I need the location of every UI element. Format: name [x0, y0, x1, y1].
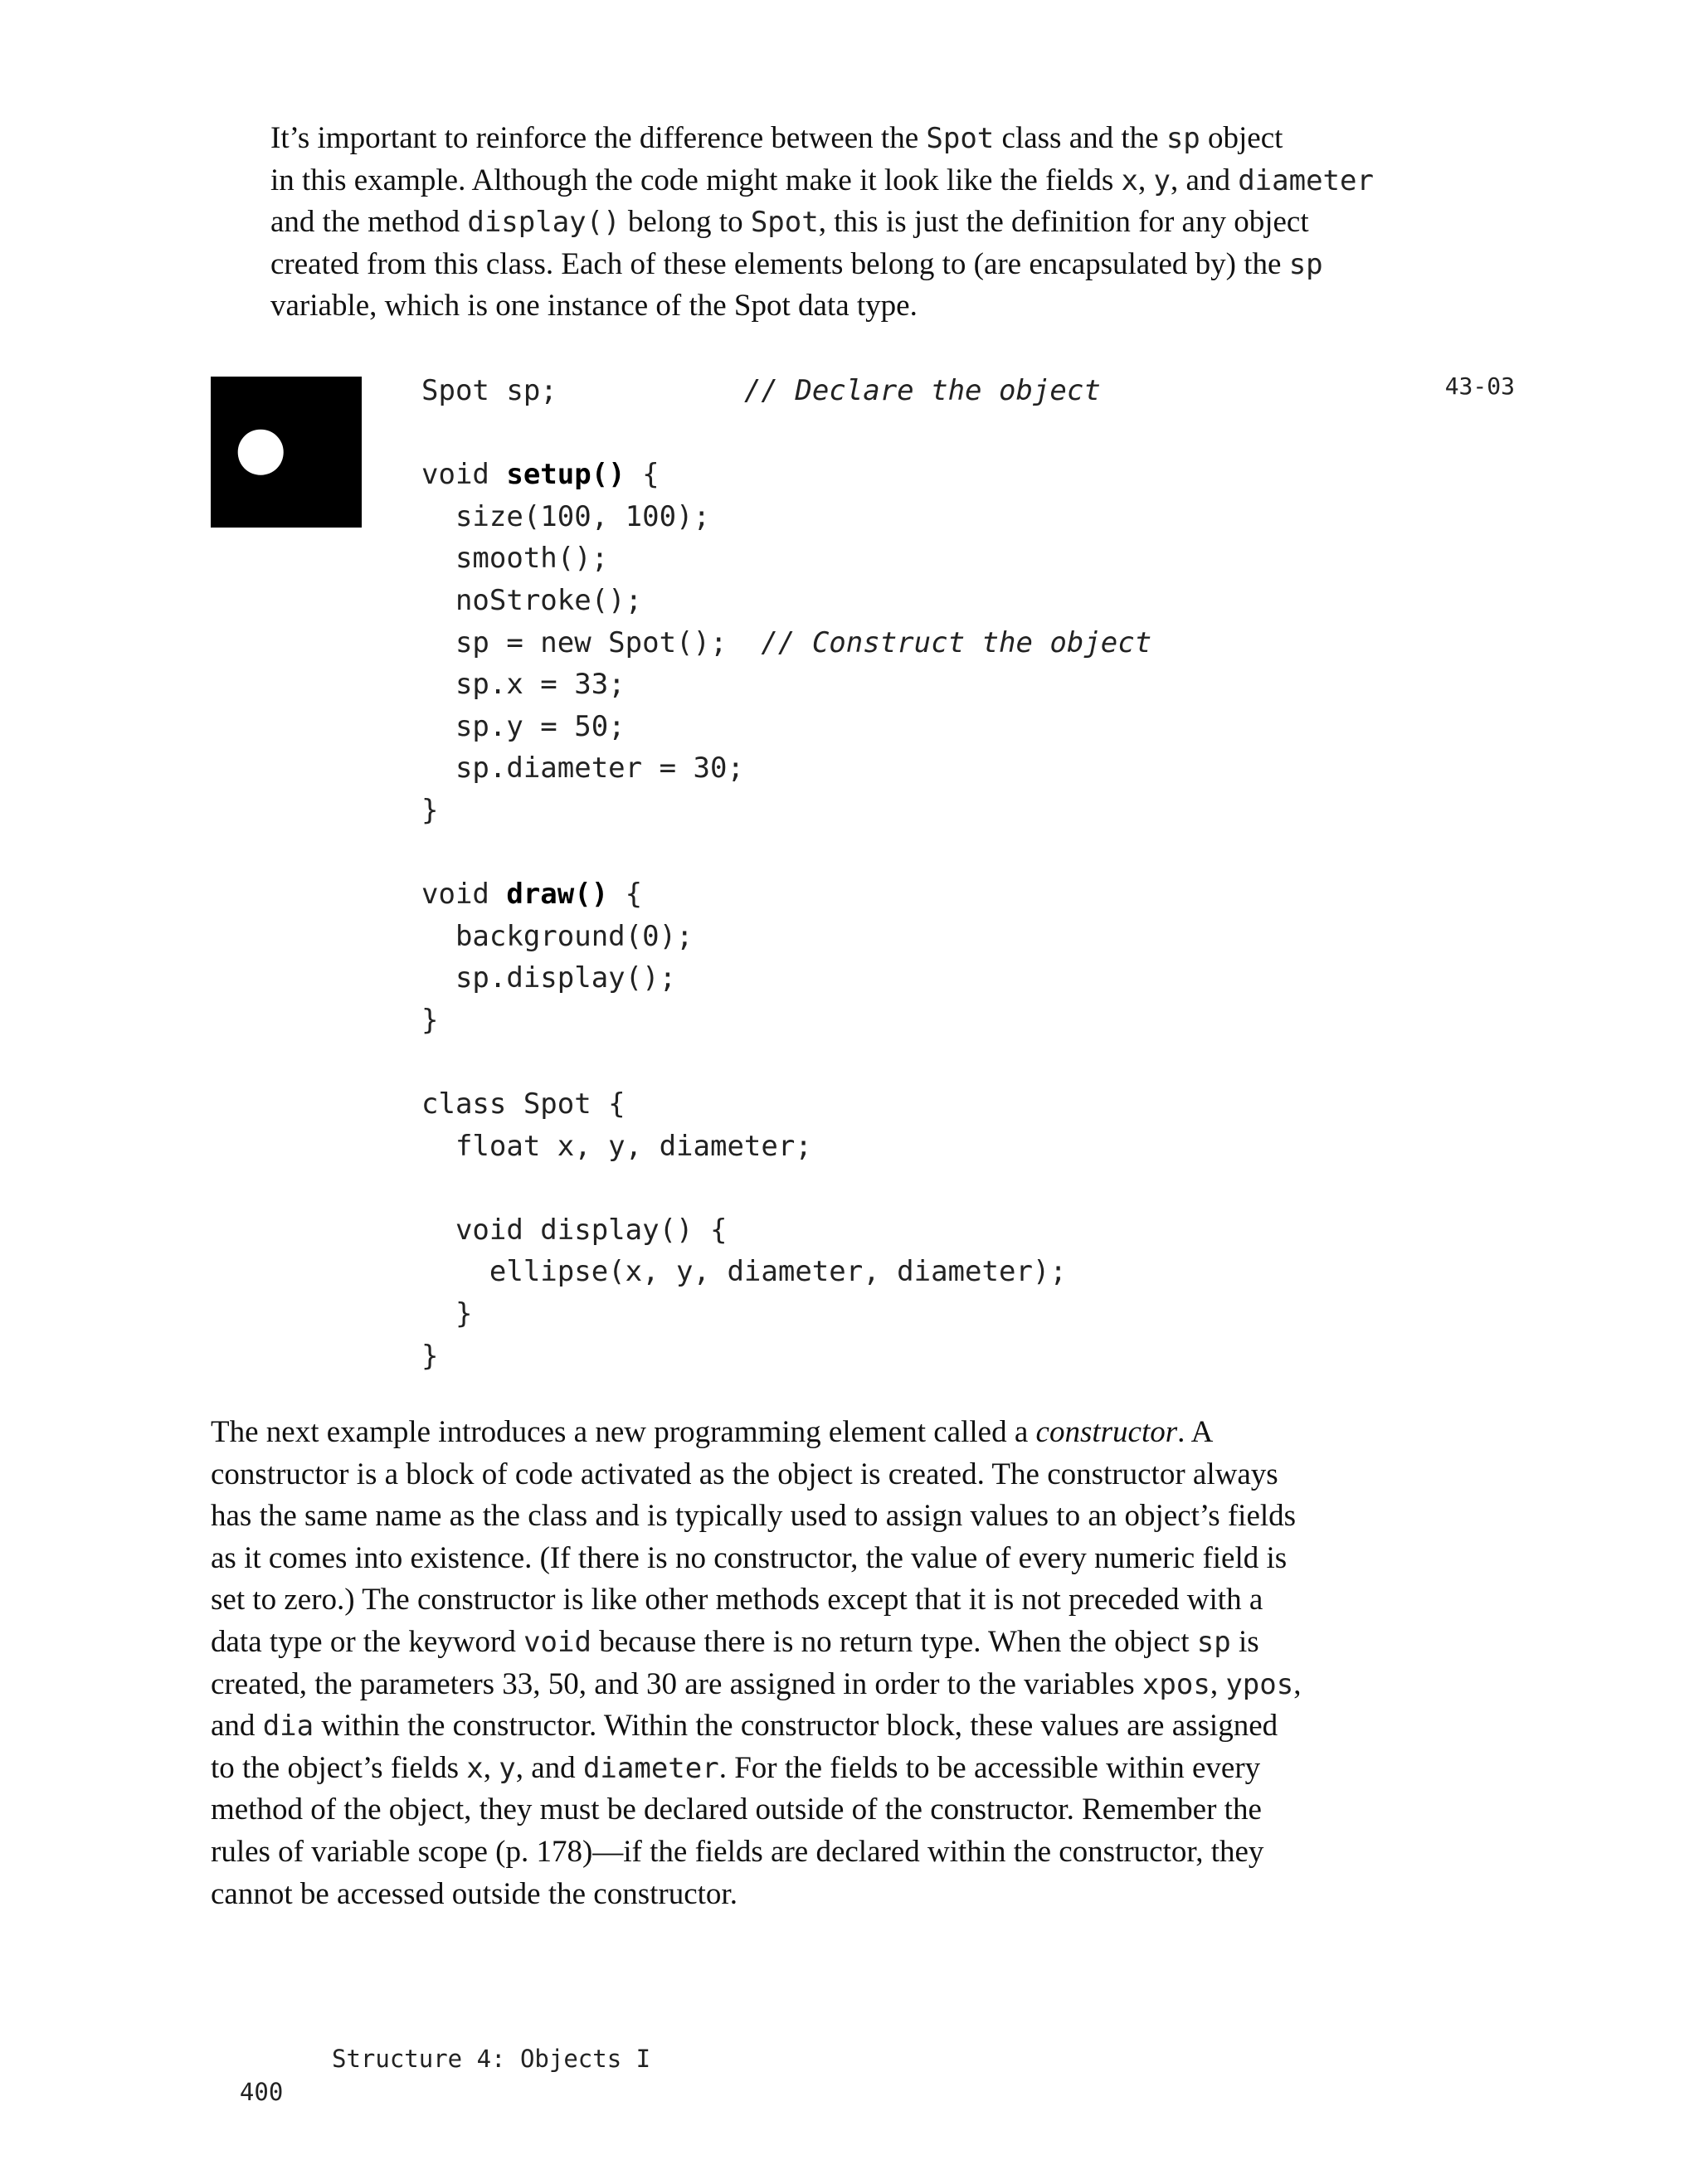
text-line: [211, 160, 1505, 202]
code-text: void: [421, 458, 507, 492]
inline-code: x: [466, 1751, 484, 1785]
code-line: [421, 873, 1151, 916]
inline-code: y: [1153, 163, 1171, 197]
code-line: [421, 1335, 1151, 1378]
white-circle: [238, 430, 284, 475]
inline-code: display(): [467, 206, 621, 240]
paragraph-intro: [211, 118, 1505, 328]
code-line: [421, 1251, 1151, 1293]
code-text: size(100, 100);: [421, 499, 710, 533]
inline-code: xpos: [1142, 1667, 1210, 1701]
code-line: [421, 706, 1151, 748]
text: and: [211, 1709, 263, 1744]
inline-code: x: [1121, 163, 1139, 197]
page-footer: [211, 2042, 651, 2142]
code-text: void: [421, 878, 507, 912]
code-text: Spot sp;: [421, 374, 744, 407]
text: ,: [1210, 1666, 1226, 1701]
sketch-output-image: [211, 377, 362, 528]
inline-code: void: [523, 1625, 591, 1659]
text-line: rules of variable scope (p. 178)—if the fields are declared within the constructor, they: [211, 1834, 1264, 1869]
code-text: sp = new Spot();: [421, 625, 762, 659]
code-text: background(0);: [421, 919, 694, 953]
inline-code: Spot: [750, 206, 819, 240]
text: data type or the keyword: [211, 1624, 524, 1659]
code-text: sp.y = 50;: [421, 709, 626, 743]
text-line: [211, 1748, 1505, 1790]
inline-code: sp: [1196, 1625, 1231, 1659]
text: . A: [1177, 1415, 1214, 1449]
text-line: [211, 1622, 1505, 1664]
code-line: [421, 832, 1151, 874]
code-text: class Spot {: [421, 1087, 626, 1121]
code-line: [421, 1167, 1151, 1209]
page-number: 400: [239, 2078, 284, 2106]
text-line: has the same name as the class and is typically used to assign values to an object’s fields: [211, 1499, 1297, 1534]
text: because there is no return type. When the object: [591, 1624, 1197, 1659]
text: in this example. Although the code might make it look like the fields: [270, 163, 1122, 197]
paragraph-constructor: [211, 1412, 1505, 1915]
text-line: [211, 1412, 1505, 1454]
code-text: void display() {: [421, 1213, 728, 1247]
code-text: }: [421, 1339, 439, 1373]
code-text: {: [625, 458, 660, 492]
code-line: [421, 496, 1151, 538]
text-line: constructor is a block of code activated as the object is created. The constructor always: [211, 1457, 1278, 1491]
inline-code: sp: [1166, 122, 1200, 155]
inline-code: sp: [1288, 247, 1323, 281]
code-text: }: [421, 1003, 439, 1037]
code-keyword: setup(): [506, 458, 626, 492]
code-line: [421, 1000, 1151, 1042]
text: to the object’s fields: [211, 1750, 467, 1785]
italic-term: constructor: [1035, 1415, 1178, 1449]
text-line: variable, which is one instance of the Spot data type.: [270, 289, 918, 323]
text-line: set to zero.) The constructor is like other methods except that it is not preceded with a: [211, 1583, 1263, 1617]
text: created from this class. Each of these elements belong to (are encapsulated by) the: [270, 246, 1289, 281]
code-line: [421, 454, 1151, 496]
code-line: [421, 1293, 1151, 1335]
text-line: method of the object, they must be declared outside of the constructor. Remember the: [211, 1792, 1262, 1827]
code-line: [421, 537, 1151, 580]
code-line: [421, 1042, 1151, 1084]
inline-code: diameter: [582, 1751, 719, 1785]
code-line: [421, 622, 1151, 664]
code-text: {: [608, 878, 643, 912]
text: within the constructor. Within the constructor block, these values are assigned: [314, 1709, 1278, 1744]
text: ,: [483, 1750, 499, 1785]
inline-code: Spot: [926, 122, 995, 155]
inline-code: dia: [262, 1710, 314, 1744]
text: , and: [515, 1750, 583, 1785]
code-listing: [421, 370, 1151, 1377]
code-line: [421, 916, 1151, 958]
code-line: [421, 370, 1151, 412]
code-comment: // Construct the object: [761, 625, 1152, 659]
code-text: noStroke();: [421, 583, 643, 617]
code-text: float x, y, diameter;: [421, 1129, 812, 1163]
text: ,: [1293, 1666, 1302, 1701]
text: created, the parameters 33, 50, and 30 are assigned in order to the variables: [211, 1666, 1142, 1701]
text-line: [211, 1664, 1505, 1706]
text-line: [211, 244, 1505, 286]
text-line: cannot be accessed outside the constructor.: [211, 1876, 738, 1911]
code-text: ellipse(x, y, diameter, diameter);: [421, 1255, 1067, 1289]
text-line: [211, 118, 1505, 160]
code-line: [421, 1126, 1151, 1168]
text: It’s important to reinforce the difference between the: [270, 121, 927, 155]
code-text: smooth();: [421, 542, 609, 576]
text: ,: [1138, 163, 1154, 197]
inline-code: ypos: [1225, 1667, 1294, 1701]
code-text: sp.display();: [421, 961, 677, 995]
inline-code: y: [499, 1751, 516, 1785]
code-text: }: [421, 793, 439, 827]
text: The next example introduces a new programming element called a: [211, 1415, 1036, 1449]
text: . For the fields to be accessible within every: [718, 1750, 1261, 1785]
text-line: [211, 202, 1505, 244]
text: is: [1230, 1624, 1259, 1659]
inline-code: diameter: [1238, 163, 1374, 197]
code-line: [421, 664, 1151, 706]
code-text: sp.diameter = 30;: [421, 752, 744, 786]
code-comment: // Declare the object: [743, 374, 1101, 407]
example-number: 43-03: [1444, 372, 1515, 400]
text: , this is just the definition for any object: [818, 205, 1309, 240]
text: belong to: [620, 205, 751, 240]
code-line: [421, 412, 1151, 455]
code-keyword: draw(): [506, 878, 609, 912]
code-line: [421, 790, 1151, 832]
code-line: [421, 580, 1151, 622]
text: class and the: [994, 121, 1166, 155]
text: , and: [1171, 163, 1239, 197]
code-text: }: [421, 1297, 473, 1331]
text: object: [1200, 121, 1283, 155]
code-line: [421, 747, 1151, 790]
code-line: [421, 1209, 1151, 1252]
code-line: [421, 957, 1151, 1000]
text: and the method: [270, 205, 468, 240]
code-text: sp.x = 33;: [421, 668, 626, 702]
code-line: [421, 1083, 1151, 1126]
text-line: as it comes into existence. (If there is no constructor, the value of every numeric field is: [211, 1540, 1288, 1575]
text-line: [211, 1705, 1505, 1748]
section-title: Structure 4: Objects I: [332, 2045, 651, 2073]
